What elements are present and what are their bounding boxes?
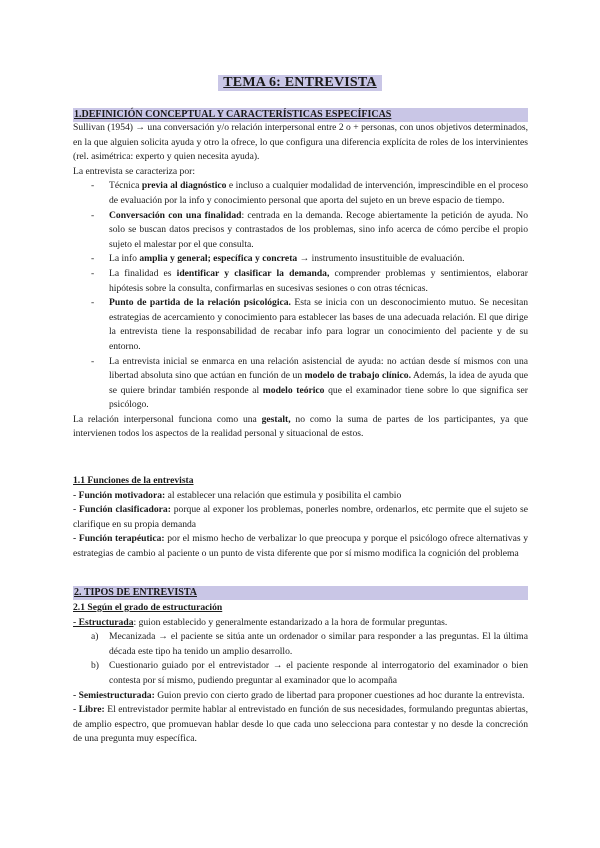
section-2-body bbox=[73, 601, 528, 747]
section-1-intro: Sullivan (1954) → una conversación y/o relación interpersonal entre 2 o + personas, con unos objetivos determinados, en la que alguien solicita ayuda y otro la ofrece, lo que configura una diferencia explícita de roles de los intervinientes (rel. asimétrica: experto y quien necesita ayuda). bbox=[73, 122, 528, 163]
section-2-1-heading: 2.1 Según el grado de estructuración bbox=[73, 602, 223, 613]
section-2-heading-text: 2. TIPOS DE ENTREVISTA bbox=[73, 586, 528, 600]
function-item: - Función clasificadora: porque al exponer los problemas, ponerles nombre, ordenarlos, etc permite que el sujeto se clarifique en su propia demanda bbox=[73, 504, 528, 530]
function-item: - Función motivadora: al establecer una relación que estimula y posibilita el cambio bbox=[73, 489, 402, 501]
list-item: - La finalidad es identificar y clasificar la demanda, comprender problemas y sentimientos, elaborar hipótesis sobre la consulta, confirmarlas en sucesivas sesiones o con otras técnicas. bbox=[91, 267, 529, 294]
structured-subtypes-list bbox=[73, 630, 528, 688]
list-item: - La entrevista inicial se enmarca en una relación asistencial de ayuda: no actúan desde sí mismos con una libertad absoluta sino que actúan en función de un modelo de trabajo clínico. Además, la idea de ayuda que se quiere brindar también responde al modelo teórico que el examinador tiene sobre lo que significa ser psicólogo. bbox=[91, 355, 529, 411]
list-item: b) Cuestionario guiado por el entrevistador → el paciente responde al interrogatorio del examinador o bien contesta por sí mismo, pudiendo preguntar al examinador que lo acompaña bbox=[91, 660, 528, 686]
section-1-body bbox=[73, 121, 528, 442]
section-1-1 bbox=[73, 474, 528, 562]
section-1-heading bbox=[73, 108, 528, 122]
function-item: - Función terapéutica: por el mismo hecho de verbalizar lo que preocupa y porque el psicólogo ofrece alternativas y estrategias de cambio al paciente o un punto de vista diferente que por sí mismo modifica la cognición del problema bbox=[73, 533, 528, 559]
list-item: a) Mecanizada → el paciente se sitúa ante un ordenador o similar para responder a las preguntas. El la última década este tipo ha tenido un amplio desarrollo. bbox=[91, 631, 528, 657]
list-item: - Conversación con una finalidad: centrada en la demanda. Recoge abiertamente la petición de ayuda. No solo se buscan datos precisos y contrastados de los problemas, sino info acerca de cómo percibe el propio sujeto el malestar por el que consulta. bbox=[91, 209, 528, 250]
list-item: - Punto de partida de la relación psicológica. Esta se inicia con un desconocimiento mutuo. Se necesitan estrategias de acercamiento y conocimiento para establecer las bases de una adecuada relación. El que dirige la entrevista tiene la responsabilidad de recabar info para lograr un conocimiento del paciente y de su entorno. bbox=[91, 297, 528, 352]
section-1-heading-text: 1.DEFINICIÓN CONCEPTUAL Y CARACTERÍSTICAS ESPECÍFICAS bbox=[73, 108, 528, 122]
page-title: TEMA 6: ENTREVISTA bbox=[218, 75, 382, 91]
list-item: - La info amplia y general; específica y concreta → instrumento insustituible de evaluación. bbox=[91, 253, 465, 265]
type-item-free: - Libre: El entrevistador permite hablar al entrevistado en función de sus necesidades, formulando preguntas abiertas, de amplio espectro, que promuevan hablar desde lo que cada uno selecciona para contestar y no desde la concreción de una pregunta muy específica. bbox=[73, 704, 528, 745]
section-2-heading bbox=[73, 586, 528, 600]
section-1-1-heading: 1.1 Funciones de la entrevista bbox=[73, 475, 194, 486]
section-1-closing: La relación interpersonal funciona como una gestalt, no como la suma de partes de los participantes, ya que intervienen todos los aspectos de la realidad personal y situacional de estos. bbox=[73, 413, 528, 440]
list-item: - Técnica previa al diagnóstico e incluso a cualquier modalidad de intervención, imprescindible en el proceso de evaluación por la info y conocimiento personal que aporta del sujeto en un breve espacio de tiempo. bbox=[91, 180, 528, 206]
type-item-structured: - Estructurada: guion establecido y generalmente estandarizado a la hora de formular preguntas. bbox=[73, 616, 448, 628]
type-item-semistructured: - Semiestructurada: Guion previo con cierto grado de libertad para proponer cuestiones ad hoc durante la entrevista. bbox=[73, 689, 525, 701]
section-1-lead: La entrevista se caracteriza por: bbox=[73, 165, 195, 177]
characteristics-list bbox=[73, 179, 528, 413]
